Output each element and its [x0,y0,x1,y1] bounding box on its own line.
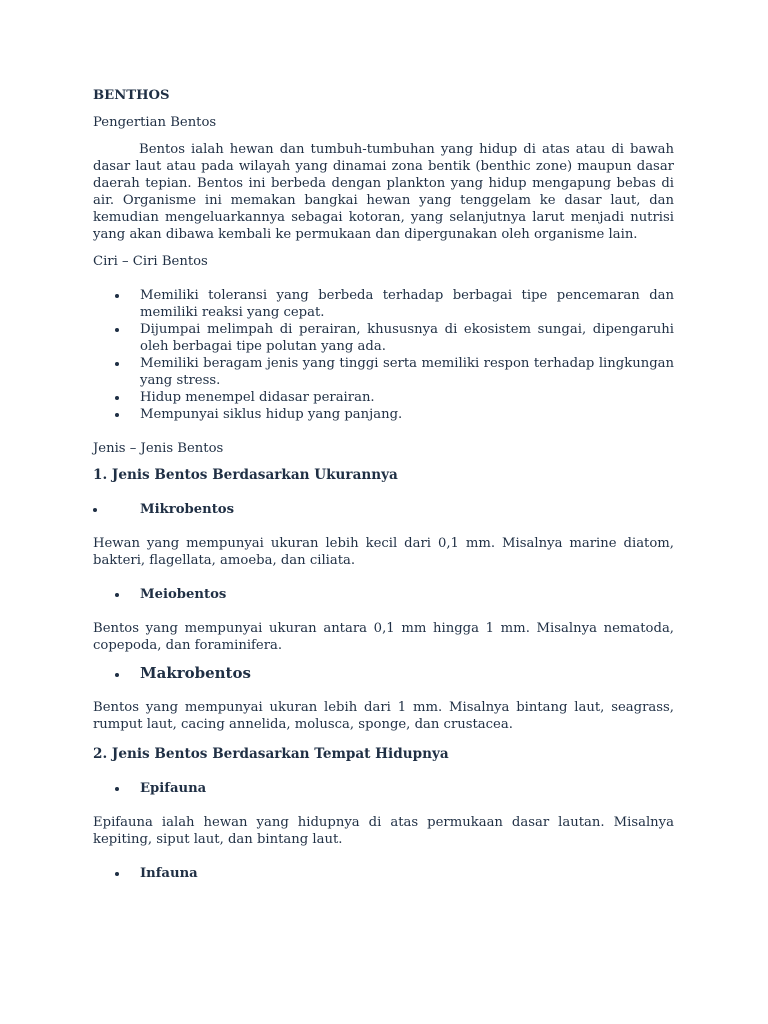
makrobentos-label: Makrobentos [93,665,674,682]
document-title: BENTHOS [93,88,170,103]
ciri-heading: Ciri – Ciri Bentos [93,254,208,269]
bullet-icon [115,673,119,677]
mikrobentos-label: Mikrobentos [93,501,674,518]
pengertian-heading: Pengertian Bentos [93,115,217,130]
bullet-icon [115,413,119,417]
bullet-icon [115,593,119,597]
list-item: Memiliki toleransi yang berbeda terhadap berbagai tipe pencemaran dan memiliki reaksi yang cepat. [93,287,674,321]
bullet-icon [115,328,119,332]
list-item: Dijumpai melimpah di perairan, khususnya di ekosistem sungai, dipengaruhi oleh berbagai tipe polutan yang ada. [93,321,674,355]
list-item: Memiliki beragam jenis yang tinggi serta memiliki respon terhadap lingkungan yang stress. [93,355,674,389]
section-1-heading: 1. Jenis Bentos Berdasarkan Ukurannya [93,467,398,483]
list-item: Mempunyai siklus hidup yang panjang. [93,406,674,423]
list-item: Hidup menempel didasar perairan. [93,389,674,406]
section-2-heading: 2. Jenis Bentos Berdasarkan Tempat Hidupnya [93,746,449,762]
ciri-list [93,287,674,423]
meiobentos-text: Bentos yang mempunyai ukuran antara 0,1 mm hingga 1 mm. Misalnya nematoda, copepoda, dan foraminifera. [93,621,674,653]
jenis-heading: Jenis – Jenis Bentos [93,441,224,456]
bullet-icon [115,396,119,400]
bullet-icon [115,294,119,298]
meiobentos-label: Meiobentos [93,586,674,603]
bullet-icon [93,508,97,512]
makrobentos-text: Bentos yang mempunyai ukuran lebih dari 1 mm. Misalnya bintang laut, seagrass, rumput laut, cacing annelida, molusca, sponge, dan crustacea. [93,700,674,732]
epifauna-text: Epifauna ialah hewan yang hidupnya di atas permukaan dasar lautan. Misalnya kepiting, siput laut, dan bintang laut. [93,815,674,847]
epifauna-label: Epifauna [93,780,674,797]
bullet-icon [115,872,119,876]
bullet-icon [115,362,119,366]
bullet-icon [115,787,119,791]
mikrobentos-text: Hewan yang mempunyai ukuran lebih kecil dari 0,1 mm. Misalnya marine diatom, bakteri, flagellata, amoeba, dan ciliata. [93,536,674,568]
infauna-label: Infauna [93,865,674,882]
pengertian-paragraph: Bentos ialah hewan dan tumbuh-tumbuhan yang hidup di atas atau di bawah dasar laut atau pada wilayah yang dinamai zona bentik (benthic zone) maupun dasar daerah tepian. Bentos ini berbeda dengan plankton yang hidup mengapung bebas di air. Organisme ini memakan bangkai hewan yang tenggelam ke dasar laut, dan kemudian mengeluarkannya sebagai kotoran, yang selanjutnya larut menjadi nutrisi yang akan dibawa kembali ke permukaan dan dipergunakan oleh organisme lain. [93,142,674,242]
